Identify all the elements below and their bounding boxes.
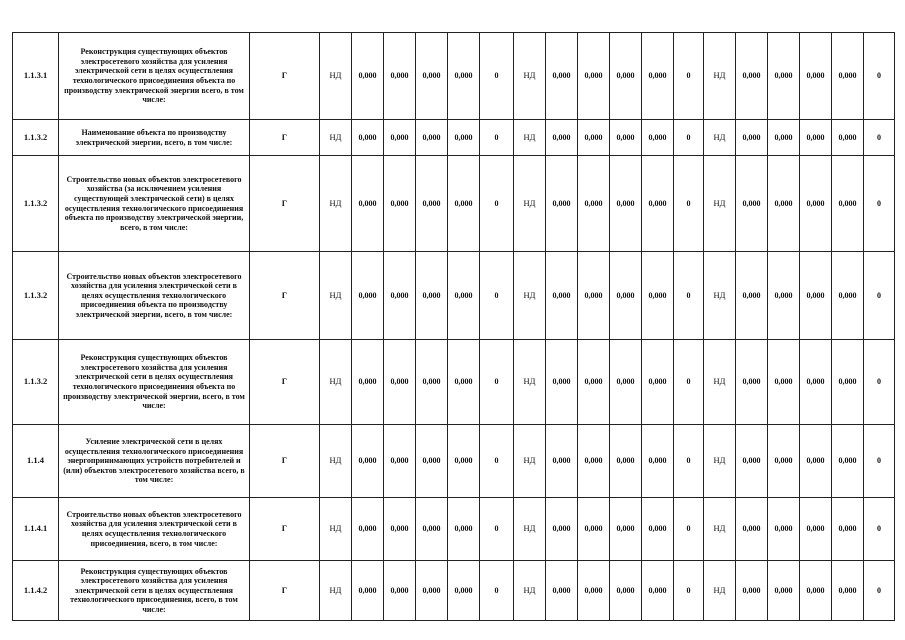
value-cell: 0,000 (642, 120, 674, 156)
value-cell: 0,000 (610, 156, 642, 252)
value-cell: 0,000 (578, 561, 610, 621)
value-cell: 0,000 (546, 120, 578, 156)
value-cell: НД (320, 561, 352, 621)
table-row (13, 120, 895, 156)
value-cell: НД (514, 252, 546, 340)
row-code: 1.1.3.2 (13, 120, 59, 156)
value-cell: 0,000 (736, 498, 768, 561)
value-cell: 0,000 (416, 498, 448, 561)
value-cell: 0 (480, 425, 514, 498)
value-cell: 0,000 (642, 425, 674, 498)
value-cell: 0,000 (384, 498, 416, 561)
value-cell: НД (320, 33, 352, 120)
row-name: Реконструкция существующих объектов электросетевого хозяйства для усиления электрической сети в целях осуществления технологического присоединения, всего, в том числе: (59, 561, 250, 621)
value-cell: 0,000 (736, 561, 768, 621)
value-cell: 0,000 (610, 561, 642, 621)
value-cell: 0,000 (546, 252, 578, 340)
value-cell: 0,000 (800, 425, 832, 498)
value-cell: 0,000 (384, 252, 416, 340)
value-cell: 0,000 (448, 252, 480, 340)
value-cell: 0,000 (352, 120, 384, 156)
value-cell: 0 (480, 156, 514, 252)
row-code: 1.1.4.1 (13, 498, 59, 561)
value-cell: 0,000 (768, 252, 800, 340)
value-cell: 0,000 (352, 156, 384, 252)
value-cell: НД (704, 33, 736, 120)
value-cell: 0,000 (642, 561, 674, 621)
value-cell: НД (704, 120, 736, 156)
value-cell: 0,000 (578, 120, 610, 156)
value-cell: 0,000 (416, 252, 448, 340)
value-cell: 0,000 (448, 498, 480, 561)
table-row (13, 425, 895, 498)
value-cell: 0,000 (546, 33, 578, 120)
value-cell: Г (250, 33, 320, 120)
value-cell: 0,000 (736, 33, 768, 120)
value-cell: 0,000 (610, 33, 642, 120)
value-cell: 0,000 (832, 252, 864, 340)
table-row (13, 561, 895, 621)
value-cell: 0,000 (546, 561, 578, 621)
value-cell: НД (704, 498, 736, 561)
row-name: Реконструкция существующих объектов электросетевого хозяйства для усиления электрической сети в целях осуществления технологического присоединения объекта по производству электрической энергии всего, в том числе: (59, 33, 250, 120)
value-cell: 0,000 (642, 498, 674, 561)
value-cell: НД (320, 425, 352, 498)
value-cell: 0 (674, 425, 704, 498)
value-cell: 0 (480, 252, 514, 340)
value-cell: 0,000 (642, 340, 674, 425)
row-code: 1.1.3.2 (13, 156, 59, 252)
value-cell: 0 (864, 252, 895, 340)
value-cell: 0,000 (352, 425, 384, 498)
table-row (13, 156, 895, 252)
value-cell: 0,000 (352, 33, 384, 120)
value-cell: 0,000 (800, 561, 832, 621)
value-cell: 0,000 (448, 33, 480, 120)
value-cell: 0,000 (416, 156, 448, 252)
value-cell: Г (250, 425, 320, 498)
row-name: Реконструкция существующих объектов электросетевого хозяйства для усиления электрической сети в целях осуществления технологического присоединения объекта по производству электрической энергии, всего, в том числе: (59, 340, 250, 425)
value-cell: Г (250, 561, 320, 621)
value-cell: 0,000 (352, 561, 384, 621)
value-cell: НД (704, 156, 736, 252)
row-name: Строительство новых объектов электросетевого хозяйства для усиления электрической сети в целях осуществления технологического присоединения, всего, в том числе: (59, 498, 250, 561)
value-cell: 0 (864, 156, 895, 252)
value-cell: 0,000 (352, 498, 384, 561)
value-cell: 0,000 (546, 340, 578, 425)
value-cell: 0,000 (610, 425, 642, 498)
value-cell: 0,000 (832, 561, 864, 621)
value-cell: 0,000 (448, 561, 480, 621)
value-cell: 0 (864, 561, 895, 621)
value-cell: НД (514, 33, 546, 120)
value-cell: 0,000 (610, 498, 642, 561)
value-cell: 0 (864, 498, 895, 561)
value-cell: 0,000 (736, 120, 768, 156)
value-cell: 0,000 (416, 33, 448, 120)
value-cell: 0,000 (448, 120, 480, 156)
value-cell: НД (320, 156, 352, 252)
value-cell: НД (320, 120, 352, 156)
value-cell: НД (514, 120, 546, 156)
value-cell: 0,000 (546, 498, 578, 561)
row-code: 1.1.4.2 (13, 561, 59, 621)
value-cell: 0 (480, 340, 514, 425)
value-cell: 0,000 (800, 33, 832, 120)
value-cell: Г (250, 252, 320, 340)
value-cell: 0,000 (768, 33, 800, 120)
row-name: Строительство новых объектов электросетевого хозяйства (за исключением усиления существующей электрической сети) в целях осуществления технологического присоединения объекта по производству электрической энергии, всего, в том числе: (59, 156, 250, 252)
table-row (13, 498, 895, 561)
value-cell: 0,000 (832, 156, 864, 252)
value-cell: 0,000 (352, 252, 384, 340)
row-code: 1.1.3.2 (13, 252, 59, 340)
value-cell: 0,000 (416, 340, 448, 425)
value-cell: 0,000 (578, 33, 610, 120)
value-cell: 0,000 (736, 425, 768, 498)
value-cell: НД (514, 340, 546, 425)
value-cell: 0,000 (448, 156, 480, 252)
value-cell: НД (704, 340, 736, 425)
value-cell: 0,000 (642, 252, 674, 340)
value-cell: 0,000 (832, 425, 864, 498)
value-cell: 0,000 (800, 498, 832, 561)
value-cell: 0,000 (768, 120, 800, 156)
value-cell: 0,000 (546, 425, 578, 498)
value-cell: 0 (674, 252, 704, 340)
value-cell: Г (250, 340, 320, 425)
value-cell: 0,000 (384, 561, 416, 621)
row-code: 1.1.3.1 (13, 33, 59, 120)
investment-table (12, 32, 895, 621)
value-cell: 0,000 (832, 498, 864, 561)
row-code: 1.1.4 (13, 425, 59, 498)
value-cell: 0,000 (578, 425, 610, 498)
value-cell: НД (704, 561, 736, 621)
value-cell: 0,000 (832, 120, 864, 156)
row-name: Усиление электрической сети в целях осуществления технологического присоединения энергопринимающих устройств потребителей и (или) объектов электросетевого хозяйства всего, в том числе: (59, 425, 250, 498)
value-cell: 0,000 (768, 425, 800, 498)
value-cell: 0,000 (384, 120, 416, 156)
value-cell: 0,000 (384, 340, 416, 425)
value-cell: 0,000 (610, 340, 642, 425)
value-cell: НД (704, 425, 736, 498)
value-cell: 0,000 (448, 340, 480, 425)
value-cell: 0,000 (352, 340, 384, 425)
value-cell: 0 (864, 120, 895, 156)
value-cell: 0,000 (546, 156, 578, 252)
value-cell: 0,000 (800, 156, 832, 252)
value-cell: 0,000 (800, 340, 832, 425)
table-row (13, 33, 895, 120)
value-cell: 0 (480, 498, 514, 561)
value-cell: 0,000 (832, 33, 864, 120)
value-cell: 0,000 (736, 252, 768, 340)
value-cell: 0 (674, 120, 704, 156)
value-cell: Г (250, 120, 320, 156)
value-cell: 0,000 (800, 252, 832, 340)
value-cell: НД (320, 498, 352, 561)
value-cell: 0 (674, 340, 704, 425)
value-cell: 0,000 (610, 120, 642, 156)
value-cell: 0,000 (384, 156, 416, 252)
value-cell: НД (514, 425, 546, 498)
value-cell: 0,000 (384, 425, 416, 498)
value-cell: Г (250, 156, 320, 252)
value-cell: 0,000 (578, 340, 610, 425)
value-cell: 0 (674, 156, 704, 252)
value-cell: 0 (674, 498, 704, 561)
value-cell: 0,000 (578, 156, 610, 252)
value-cell: 0,000 (416, 561, 448, 621)
value-cell: 0,000 (832, 340, 864, 425)
value-cell: 0,000 (736, 340, 768, 425)
value-cell: 0 (864, 33, 895, 120)
value-cell: 0,000 (768, 561, 800, 621)
value-cell: 0 (674, 561, 704, 621)
value-cell: 0,000 (768, 156, 800, 252)
value-cell: 0,000 (448, 425, 480, 498)
value-cell: 0,000 (800, 120, 832, 156)
table-row (13, 252, 895, 340)
value-cell: 0 (674, 33, 704, 120)
value-cell: 0,000 (642, 156, 674, 252)
value-cell: Г (250, 498, 320, 561)
value-cell: 0,000 (416, 120, 448, 156)
value-cell: 0,000 (736, 156, 768, 252)
value-cell: НД (320, 340, 352, 425)
value-cell: 0,000 (642, 33, 674, 120)
value-cell: 0,000 (416, 425, 448, 498)
value-cell: 0 (864, 425, 895, 498)
value-cell: 0 (480, 120, 514, 156)
row-name: Наименование объекта по производству электрической энергии, всего, в том числе: (59, 120, 250, 156)
row-name: Строительство новых объектов электросетевого хозяйства для усиления электрической сети в целях осуществления технологического присоединения объекта по производству электрической энергии, всего, в том числе: (59, 252, 250, 340)
row-code: 1.1.3.2 (13, 340, 59, 425)
value-cell: НД (704, 252, 736, 340)
value-cell: НД (514, 561, 546, 621)
table-row (13, 340, 895, 425)
value-cell: НД (514, 156, 546, 252)
value-cell: 0 (480, 561, 514, 621)
value-cell: 0,000 (768, 498, 800, 561)
value-cell: 0,000 (384, 33, 416, 120)
value-cell: 0,000 (578, 498, 610, 561)
value-cell: 0 (480, 33, 514, 120)
value-cell: НД (514, 498, 546, 561)
value-cell: НД (320, 252, 352, 340)
value-cell: 0 (864, 340, 895, 425)
value-cell: 0,000 (610, 252, 642, 340)
value-cell: 0,000 (768, 340, 800, 425)
value-cell: 0,000 (578, 252, 610, 340)
